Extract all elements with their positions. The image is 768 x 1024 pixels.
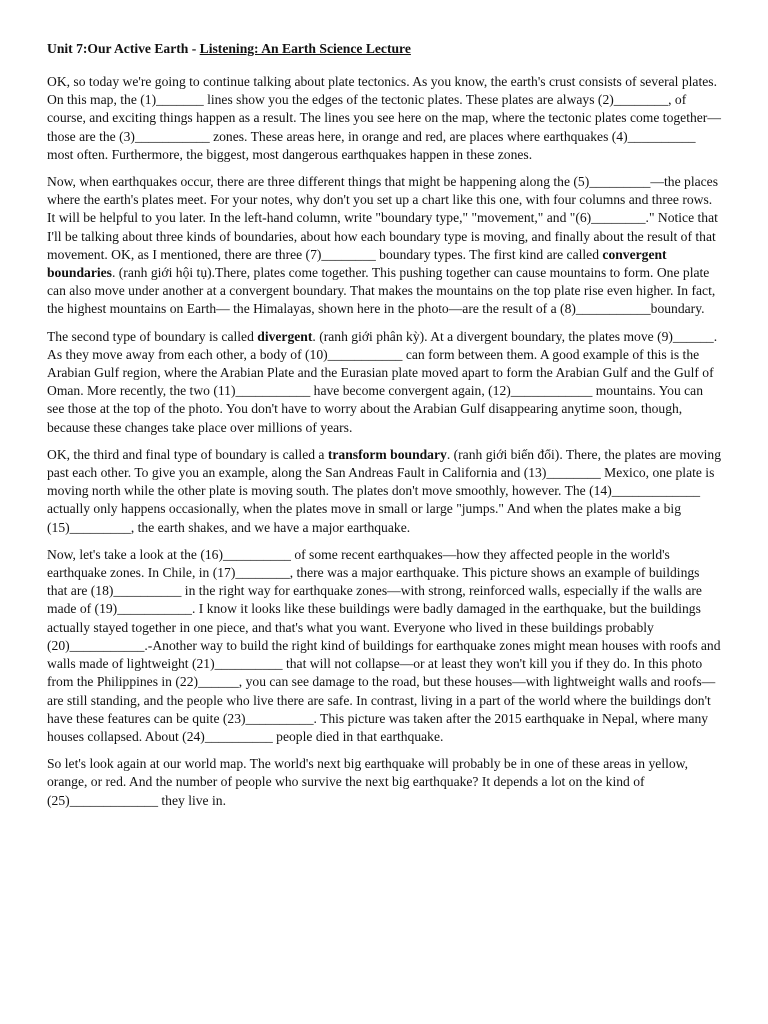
paragraph-6 [47, 755, 723, 810]
paragraph-3 [47, 328, 723, 437]
paragraph-text: OK, the third and final type of boundary is called a [47, 446, 328, 462]
paragraph-text: Now, let's take a look at the (16)__________ of some recent earthquakes—how they affected people in the world's earthquake zones. In Chile, in (17)________, there was a major earthquake. This picture shows an example of buildings that are (18)__________ in the right way for earthquake zones—with strong, reinforced walls, especially if the walls are made of (19)___________. I know it looks like these buildings were badly damaged in the earthquake, but the buildings actually stayed together in one piece, and that's what you want. Everyone who lived in these buildings probably (20)___________.-Another way to build the right kind of buildings for earthquake zones might mean houses with roofs and walls made of lightweight (21)__________ that will not collapse—or at least they won't kill you if they do. In this photo from the Philippines in (22)______, you can see damage to the road, but these houses—with lightweight walls and roofs—are still standing, and the people who live there are safe. In contrast, living in a part of the world where the buildings don't have these features can be quite (23)__________. This picture was taken after the 2015 earthquake in Nepal, where many houses collapsed. About (24)__________ people died in that earthquake. [47, 546, 721, 744]
paragraph-4 [47, 446, 723, 537]
title-lecture: Listening: An Earth Science Lecture [199, 41, 411, 56]
paragraph-1 [47, 73, 723, 164]
term-divergent: divergent [257, 328, 313, 344]
paragraph-text: . (ranh giới phân kỳ). At a divergent boundary, the plates move (9)______. As they move away from each other, a body of (10)___________ can form between them. A good example of this is the Arabian Gulf region, where the Arabian Plate and the Eurasian plate moved apart to form the Arabian Gulf and the Gulf of Oman. More recently, the two (11)___________ have become convergent again, (12)____________ mountains. You can see those at the top of the photo. You don't have to worry about the Arabian Gulf disappearing anytime soon, though, because these changes take place over millions of years. [47, 328, 718, 435]
paragraph-text: . (ranh giới biến đổi). There, the plates are moving past each other. To give you an example, along the San Andreas Fault in California and (13)________ Mexico, one plate is moving north while the other plate is moving south. The plates don't move smoothly, however. The (14)_____________ actually only happens occasionally, when the plates move in small or large "jumps." And when the plates make a big (15)_________, the earth shakes, and we have a major earthquake. [47, 446, 722, 535]
term-transform-boundary: transform boundary [327, 446, 447, 462]
paragraph-text: Now, when earthquakes occur, there are three different things that might be happening along the (5)_________—the places where the earth's plates meet. For your notes, why don't you set up a chart like this one, with four columns and three rows. It will be helpful to you later. In the left-hand column, write "boundary type," "movement," and "(6)________." Notice that I'll be talking about three kinds of boundaries, about how each boundary type is moving, and finally about the result of that movement. OK, as I mentioned, there are three (7)________ boundary types. The first kind are called [47, 174, 718, 262]
paragraph-text: . (ranh giới hội tụ).There, plates come together. This pushing together can cause mountains to form. One plate can also move under another at a convergent boundary. That makes the mountains on the top plate rise even higher. In fact, the highest mountains on Earth— the Himalayas, shown here in the photo—are the result of a (8)___________boundary. [47, 265, 716, 317]
paragraph-text: OK, so today we're going to continue talking about plate tectonics. As you know, the earth's crust consists of several plates. On this map, the (1)_______ lines show you the edges of the tectonic plates. These plates are always (2)________, of course, and exciting things happen as a result. The lines you see here on the map, where the tectonic plates come together—those are the (3)___________ zones. These areas here, in orange and red, are places where earthquakes (4)__________ most often. Furthermore, the biggest, most dangerous earthquakes happen in these zones. [47, 74, 721, 162]
document-title [47, 40, 723, 58]
paragraph-5 [47, 546, 723, 746]
paragraph-text: So let's look again at our world map. The world's next big earthquake will probably be in one of these areas in yellow, orange, or red. And the number of people who survive the next big earthquake? It depends a lot on the kind of (25)_____________ they live in. [47, 756, 689, 808]
document-page [47, 40, 723, 819]
title-unit: Unit 7:Our Active Earth - [47, 41, 200, 56]
paragraph-text: The second type of boundary is called [47, 328, 258, 344]
paragraph-2 [47, 173, 723, 319]
term-convergent-boundaries: convergent boundaries [47, 246, 667, 281]
